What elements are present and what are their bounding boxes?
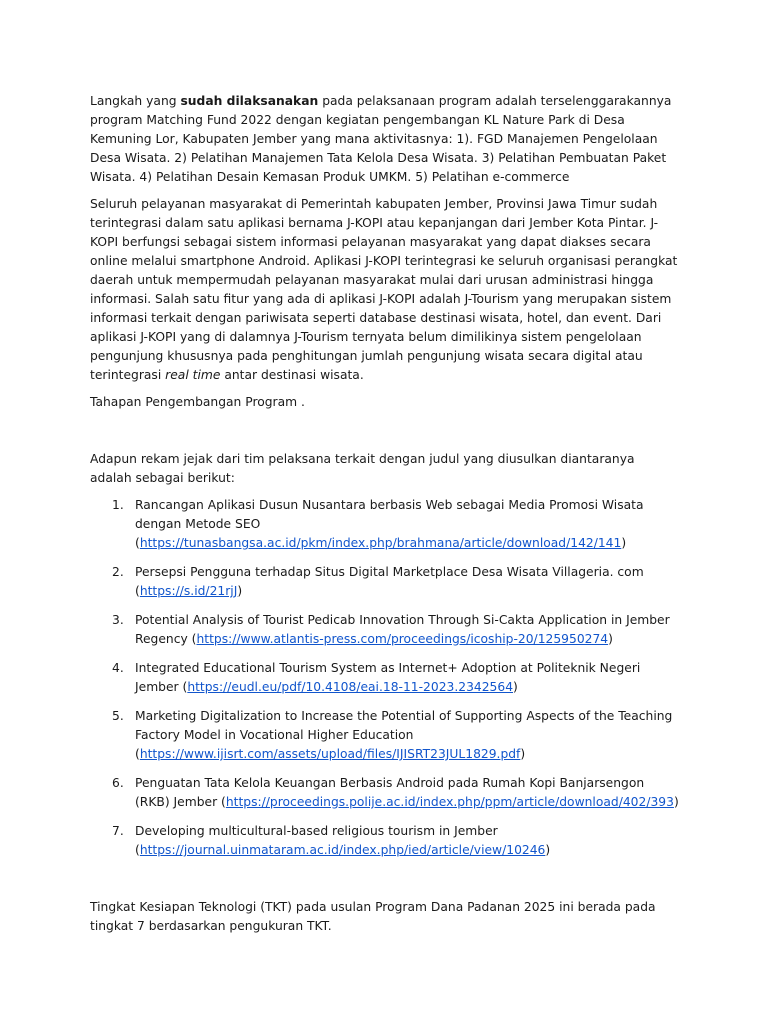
list-item: [90, 563, 680, 601]
paragraph-text: antar destinasi wisata.: [220, 368, 364, 382]
paren: ): [608, 632, 613, 646]
reference-title: Developing multicultural-based religious tourism in Jember (: [135, 824, 498, 857]
list-number: 2.: [112, 565, 124, 579]
paren: ): [237, 584, 243, 598]
paren: ): [621, 536, 627, 550]
list-number: 6.: [112, 776, 124, 790]
list-item: [90, 659, 680, 697]
paragraph-text: pada pelaksanaan program adalah terselenggarakannya program Matching Fund 2022 dengan kegiatan pengembangan KL Nature Park di Desa Kemuning Lor, Kabupaten Jember yang mana aktivitasnya: 1). FGD Manajemen Pengelolaan Desa Wisata. 2) Pelatihan Manajemen Tata Kelola Desa Wisata. 3) Pelatihan Pembuatan Paket Wisata. 4) Pelatihan Desain Kemasan Produk UMKM. 5) Pelatihan e-commerce: [90, 94, 672, 184]
list-item: [90, 611, 680, 649]
paren: ): [545, 843, 551, 857]
italic-phrase: real time: [165, 368, 221, 382]
reference-title: Persepsi Pengguna terhadap Situs Digital Marketplace Desa Wisata Villageria. com (: [135, 565, 644, 598]
reference-title: Marketing Digitalization to Increase the Potential of Supporting Aspects of the Teaching Factory Model in Vocational Higher Education (: [135, 709, 673, 761]
paragraph-j-kopi: [90, 195, 680, 385]
paragraph-text: Seluruh pelayanan masyarakat di Pemerintah kabupaten Jember, Provinsi Jawa Timur sudah terintegrasi dalam satu aplikasi bernama J-KOPI atau kepanjangan dari Jember Kota Pintar. J-KOPI berfungsi sebagai sistem informasi pelayanan masyarakat yang dapat diakses secara online melalui smartphone Android. Aplikasi J-KOPI terintegrasi ke seluruh organisasi perangkat daerah untuk mempermudah pelayanan masyarakat mulai dari urusan administrasi hingga informasi. Salah satu fitur yang ada di aplikasi J-KOPI adalah J-Tourism yang merupakan sistem informasi terkait dengan pariwisata seperti database destinasi wisata, hotel, dan event. Dari aplikasi J-KOPI yang di dalamnya J-Tourism ternyata belum dimilikinya sistem pengelolaan pengunjung khususnya pada penghitungan jumlah pengunjung wisata secara digital atau terintegrasi: [90, 197, 678, 382]
list-item: [90, 822, 680, 860]
list-item: [90, 774, 680, 812]
paragraph-tahapan: Tahapan Pengembangan Program .: [90, 395, 305, 409]
reference-title: Potential Analysis of Tourist Pedicab Innovation Through Si-Cakta Application in Jember Regency (: [135, 613, 670, 646]
bold-phrase: sudah dilaksanakan: [180, 94, 319, 108]
reference-link[interactable]: https://tunasbangsa.ac.id/pkm/index.php/brahmana/article/download/142/141: [139, 536, 622, 550]
list-number: 4.: [112, 661, 124, 675]
list-item: [90, 496, 680, 553]
reference-link[interactable]: https://www.ijisrt.com/assets/upload/files/IJISRT23JUL1829.pdf: [139, 747, 521, 761]
list-number: 3.: [112, 613, 124, 627]
document-page: [90, 92, 680, 936]
list-item: [90, 707, 680, 764]
reference-link[interactable]: https://eudl.eu/pdf/10.4108/eai.18-11-2023.2342564: [187, 680, 514, 694]
paragraph-matching-fund: [90, 92, 680, 187]
paren: ): [673, 795, 679, 809]
paren: ): [513, 680, 518, 694]
reference-title: Penguatan Tata Kelola Keuangan Berbasis Android pada Rumah Kopi Banjarsengon (RKB) Jember (: [135, 776, 645, 809]
list-number: 1.: [112, 498, 124, 512]
paragraph-rekam-jejak: Adapun rekam jejak dari tim pelaksana terkait dengan judul yang diusulkan diantaranya adalah sebagai berikut:: [90, 452, 635, 485]
reference-list: [90, 496, 680, 860]
reference-title: Integrated Educational Tourism System as Internet+ Adoption at Politeknik Negeri Jember (: [135, 661, 641, 694]
list-number: 5.: [112, 709, 124, 723]
paren: ): [520, 747, 526, 761]
paragraph-text: Langkah yang: [90, 94, 181, 108]
paragraph-tkt: Tingkat Kesiapan Teknologi (TKT) pada usulan Program Dana Padanan 2025 ini berada pada tingkat 7 berdasarkan pengukuran TKT.: [90, 900, 656, 933]
reference-link[interactable]: https://journal.uinmataram.ac.id/index.php/ied/article/view/10246: [139, 843, 546, 857]
reference-link[interactable]: https://s.id/21rjJ: [139, 584, 238, 598]
reference-link[interactable]: https://www.atlantis-press.com/proceedings/icoship-20/125950274: [196, 632, 609, 646]
reference-title: Rancangan Aplikasi Dusun Nusantara berbasis Web sebagai Media Promosi Wisata dengan Metode SEO (: [135, 498, 644, 550]
reference-link[interactable]: https://proceedings.polije.ac.id/index.php/ppm/article/download/402/393: [225, 795, 674, 809]
list-number: 7.: [112, 824, 124, 838]
